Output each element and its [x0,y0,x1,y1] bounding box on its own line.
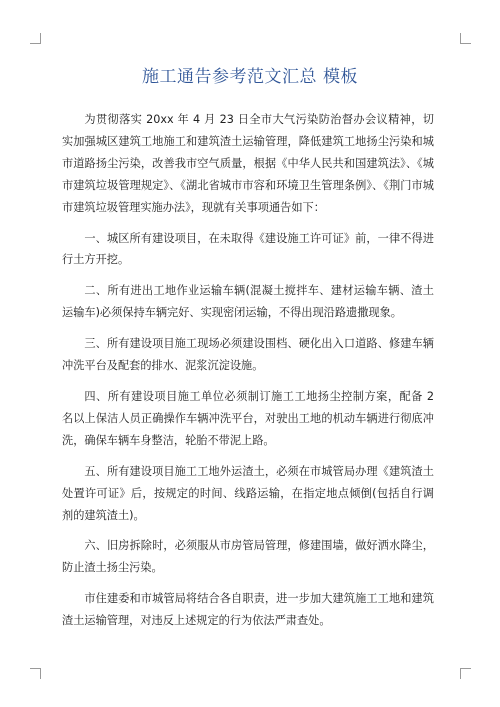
paragraph-item-3: 三、所有建设项目施工现场必须建设围档、硬化出入口道路、修建车辆冲洗平台及配套的排水、泥浆沉淀设施。 [62,337,434,373]
paragraph-intro: 为贯彻落实 20xx 年 4 月 23 日全市大气污染防治督办会议精神，切实加强城区建筑工地施工和建筑渣土运输管理，降低建筑工地扬尘污染和城市道路扬尘污染，改善我市空气质量，根据《中华人民共和国建筑法》、《城市建筑垃圾管理规定》、《湖北省城市市容和环境卫生管理条例》、《荆门市城市建筑垃圾管理实施办法》，现就有关事项通告如下： [62,113,434,214]
crop-mark-bottom-left [30,668,41,679]
paragraph-item-4: 四、所有建设项目施工单位必须制订施工工地扬尘控制方案，配备 2 名以上保洁人员正确操作车辆冲洗平台，对驶出工地的机动车辆进行彻底冲洗，确保车辆车身整洁，轮胎不带泥上路。 [62,389,434,447]
paragraph-closing: 市住建委和市城管局将结合各自职责，进一步加大建筑施工工地和建筑渣土运输管理，对违反上述规定的行为依法严肃查处。 [62,592,434,628]
document-body [62,109,434,641]
paragraph-item-5: 五、所有建设项目施工工地外运渣土，必须在市城管局办理《建筑渣土处置许可证》后，按规定的时间、线路运输，在指定地点倾倒(包括自行调剂的建筑渣土)。 [62,464,434,522]
paragraph-item-2: 二、所有进出工地作业运输车辆(混凝土搅拌车、建材运输车辆、渣土运输车)必须保持车辆完好、实现密闭运输，不得出现沿路遗撒现象。 [62,284,434,320]
crop-mark-bottom-right [460,668,471,679]
crop-mark-top-right [460,33,471,44]
paragraph-item-6: 六、旧房拆除时，必须服从市房管局管理，修建围墙，做好洒水降尘，防止渣土扬尘污染。 [62,539,434,575]
paragraph-item-1: 一、城区所有建设项目，在未取得《建设施工许可证》前，一律不得进行土方开挖。 [62,231,434,267]
document-title: 施工通告参考范文汇总 模板 [142,67,358,87]
crop-mark-top-left [30,33,41,44]
